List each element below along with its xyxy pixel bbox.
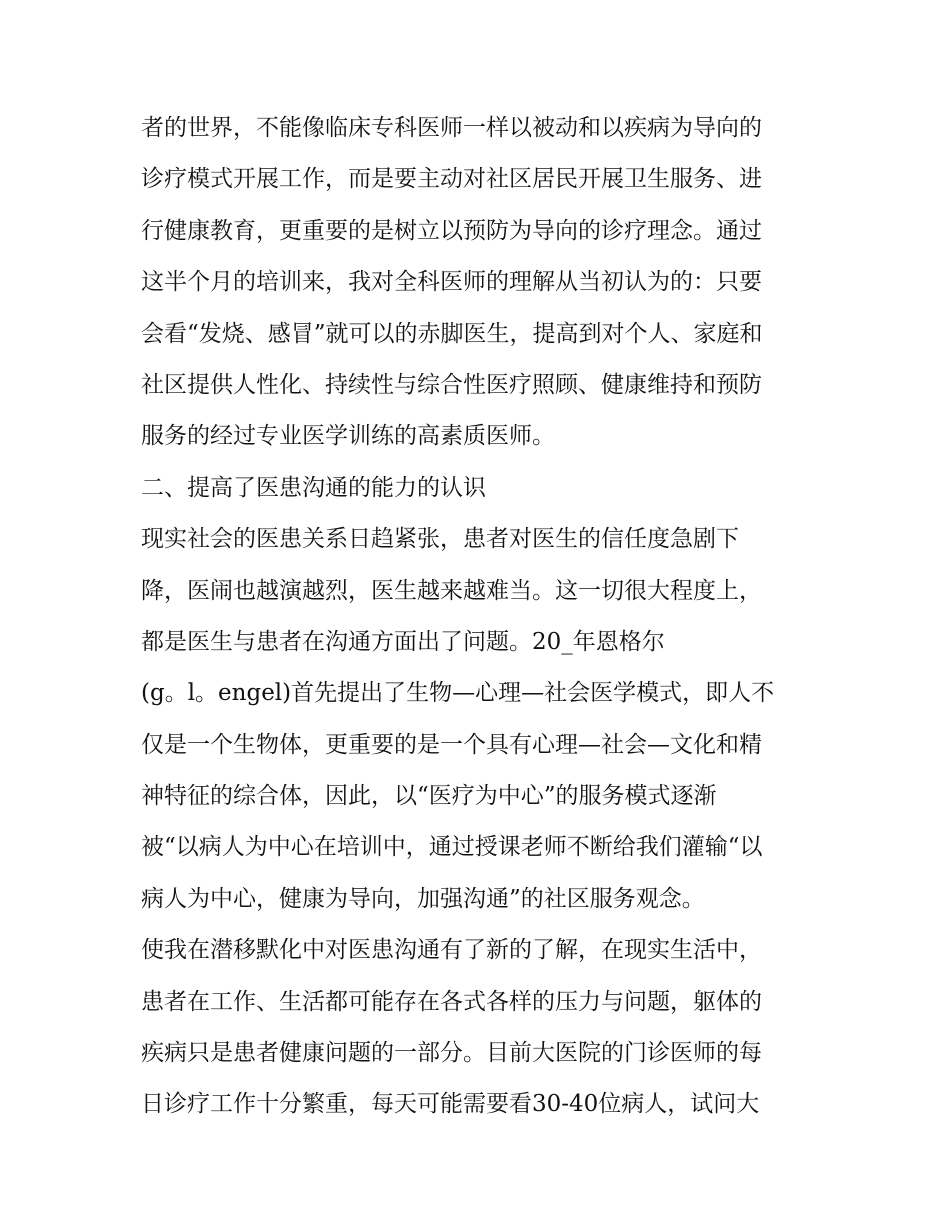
text-line: 疾病只是患者健康问题的一部分。目前大医院的门诊医师的每 xyxy=(141,1040,762,1067)
text-line: 现实社会的医患关系日趋紧张，患者对医生的信任度急剧下 xyxy=(141,526,739,553)
text-line: 会看“发烧、感冒”就可以的赤脚医生，提高到对个人、家庭和 xyxy=(141,320,763,347)
body-text xyxy=(141,108,821,1136)
text-line: 降，医闹也越演越烈，医生越来越难当。这一切很大程度上， xyxy=(141,577,762,604)
section-heading: 二、提高了医患沟通的能力的认识 xyxy=(141,474,486,501)
text-line: 病人为中心，健康为导向，加强沟通”的社区服务观念。 xyxy=(141,885,705,912)
text-line: 仅是一个生物体，更重要的是一个具有心理—社会—文化和精 xyxy=(141,731,762,758)
text-line: 神特征的综合体，因此，以“医疗为中心”的服务模式逐渐 xyxy=(141,783,717,810)
text-line: 者的世界，不能像临床专科医师一样以被动和以疾病为导向的 xyxy=(141,115,762,141)
text-line: 使我在潜移默化中对医患沟通有了新的了解，在现实生活中， xyxy=(141,937,762,964)
text-line: 诊疗模式开展工作，而是要主动对社区居民开展卫生服务、进 xyxy=(141,166,762,193)
text-line: 社区提供人性化、持续性与综合性医疗照顾、健康维持和预防 xyxy=(141,371,762,398)
text-line: 患者在工作、生活都可能存在各式各样的压力与问题，躯体的 xyxy=(141,988,762,1015)
text-line: 行健康教育，更重要的是树立以预防为导向的诊疗理念。通过 xyxy=(141,217,762,244)
text-line: 这半个月的培训来，我对全科医师的理解从当初认为的：只要 xyxy=(141,269,762,296)
text-line: 日诊疗工作十分繁重，每天可能需要看30-40位病人，试问大 xyxy=(141,1091,760,1118)
text-line: 都是医生与患者在沟通方面出了问题。20_年恩格尔 xyxy=(141,628,665,655)
text-line: 服务的经过专业医学训练的高素质医师。 xyxy=(141,423,555,450)
text-line: (g。l。engel)首先提出了生物—心理—社会医学模式，即人不 xyxy=(141,680,775,707)
text-line: 被“以病人为中心在培训中，通过授课老师不断给我们灌输“以 xyxy=(141,834,763,861)
